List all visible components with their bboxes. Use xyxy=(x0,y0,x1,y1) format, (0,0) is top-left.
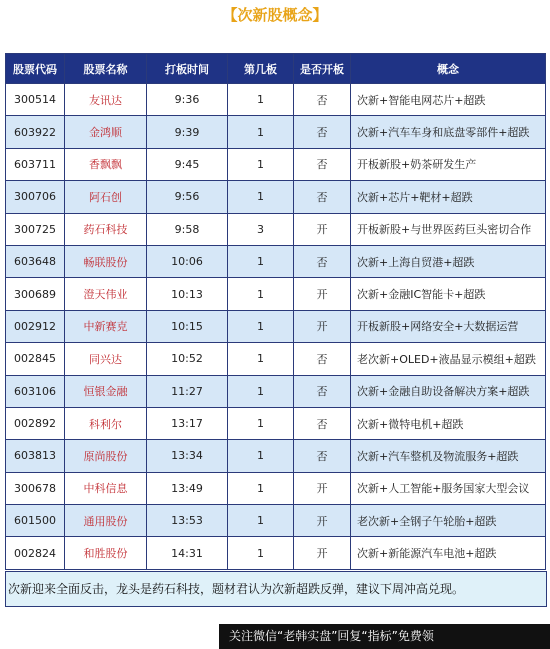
cell-board: 1 xyxy=(228,407,294,439)
header-open: 是否开板 xyxy=(294,54,351,84)
cell-concept: 开板新股+奶茶研发生产 xyxy=(351,148,546,180)
cell-time: 9:58 xyxy=(147,213,228,245)
cell-open: 开 xyxy=(294,472,351,504)
cell-board: 1 xyxy=(228,148,294,180)
header-time: 打板时间 xyxy=(147,54,228,84)
cell-code: 002845 xyxy=(6,343,65,375)
table-row xyxy=(6,505,546,537)
cell-open: 否 xyxy=(294,84,351,116)
table-row xyxy=(6,472,546,504)
table-row xyxy=(6,407,546,439)
cell-time: 9:45 xyxy=(147,148,228,180)
cell-concept: 开板新股+网络安全+大数据运营 xyxy=(351,310,546,342)
cell-name: 药石科技 xyxy=(65,213,147,245)
cell-board: 1 xyxy=(228,116,294,148)
table-row xyxy=(6,537,546,569)
cell-board: 1 xyxy=(228,181,294,213)
cell-open: 否 xyxy=(294,343,351,375)
cell-code: 300725 xyxy=(6,213,65,245)
cell-board: 3 xyxy=(228,213,294,245)
cell-code: 603813 xyxy=(6,440,65,472)
summary-note: 次新迎来全面反击，龙头是药石科技，题材君认为次新超跌反弹，建议下周冲高兑现。 xyxy=(5,571,547,607)
header-code: 股票代码 xyxy=(6,54,65,84)
cell-concept: 开板新股+与世界医药巨头密切合作 xyxy=(351,213,546,245)
cell-time: 13:49 xyxy=(147,472,228,504)
cell-open: 否 xyxy=(294,407,351,439)
cell-name: 中新赛克 xyxy=(65,310,147,342)
cell-code: 300678 xyxy=(6,472,65,504)
cell-open: 否 xyxy=(294,375,351,407)
cell-open: 开 xyxy=(294,213,351,245)
cell-board: 1 xyxy=(228,245,294,277)
cell-board: 1 xyxy=(228,472,294,504)
cell-concept: 次新+人工智能+服务国家大型会议 xyxy=(351,472,546,504)
cell-board: 1 xyxy=(228,505,294,537)
cell-open: 否 xyxy=(294,148,351,180)
cell-name: 中科信息 xyxy=(65,472,147,504)
table-row xyxy=(6,181,546,213)
table-row xyxy=(6,84,546,116)
cell-concept: 次新+汽车车身和底盘零部件+超跌 xyxy=(351,116,546,148)
cell-concept: 次新+新能源汽车电池+超跌 xyxy=(351,537,546,569)
cell-name: 畅联股份 xyxy=(65,245,147,277)
cell-name: 原尚股份 xyxy=(65,440,147,472)
cell-concept: 次新+金融自助设备解决方案+超跌 xyxy=(351,375,546,407)
cell-board: 1 xyxy=(228,440,294,472)
cell-name: 澄天伟业 xyxy=(65,278,147,310)
cell-board: 1 xyxy=(228,310,294,342)
header-concept: 概念 xyxy=(351,54,546,84)
table-row xyxy=(6,116,546,148)
cell-board: 1 xyxy=(228,84,294,116)
cell-code: 002824 xyxy=(6,537,65,569)
cell-concept: 次新+上海自贸港+超跌 xyxy=(351,245,546,277)
cell-open: 开 xyxy=(294,278,351,310)
cell-board: 1 xyxy=(228,537,294,569)
table-row xyxy=(6,440,546,472)
cell-name: 通用股份 xyxy=(65,505,147,537)
cell-code: 603922 xyxy=(6,116,65,148)
cell-board: 1 xyxy=(228,343,294,375)
table-row xyxy=(6,148,546,180)
cell-name: 恒银金融 xyxy=(65,375,147,407)
cell-code: 300514 xyxy=(6,84,65,116)
cell-concept: 次新+芯片+靶材+超跌 xyxy=(351,181,546,213)
cell-code: 603106 xyxy=(6,375,65,407)
cell-time: 14:31 xyxy=(147,537,228,569)
cell-board: 1 xyxy=(228,278,294,310)
cell-open: 开 xyxy=(294,310,351,342)
table-row xyxy=(6,245,546,277)
header-name: 股票名称 xyxy=(65,54,147,84)
stock-table xyxy=(5,53,546,570)
header-board: 第几板 xyxy=(228,54,294,84)
cell-name: 同兴达 xyxy=(65,343,147,375)
promo-footer-bar: 关注微信“老韩实盘”回复“指标”免费领 xyxy=(219,624,550,649)
cell-name: 科利尔 xyxy=(65,407,147,439)
cell-name: 阿石创 xyxy=(65,181,147,213)
cell-open: 开 xyxy=(294,537,351,569)
cell-code: 603648 xyxy=(6,245,65,277)
table-row xyxy=(6,310,546,342)
cell-concept: 次新+微特电机+超跌 xyxy=(351,407,546,439)
cell-open: 否 xyxy=(294,440,351,472)
cell-time: 13:17 xyxy=(147,407,228,439)
cell-open: 否 xyxy=(294,245,351,277)
cell-concept: 次新+智能电网芯片+超跌 xyxy=(351,84,546,116)
cell-time: 9:36 xyxy=(147,84,228,116)
cell-time: 10:15 xyxy=(147,310,228,342)
cell-time: 9:56 xyxy=(147,181,228,213)
cell-time: 13:34 xyxy=(147,440,228,472)
cell-time: 10:06 xyxy=(147,245,228,277)
cell-name: 香飘飘 xyxy=(65,148,147,180)
cell-time: 11:27 xyxy=(147,375,228,407)
cell-code: 300689 xyxy=(6,278,65,310)
page-title: 【次新股概念】 xyxy=(222,6,328,24)
cell-code: 603711 xyxy=(6,148,65,180)
table-row xyxy=(6,213,546,245)
cell-concept: 次新+汽车整机及物流服务+超跌 xyxy=(351,440,546,472)
cell-open: 否 xyxy=(294,181,351,213)
table-row xyxy=(6,375,546,407)
cell-code: 601500 xyxy=(6,505,65,537)
cell-time: 10:52 xyxy=(147,343,228,375)
cell-time: 10:13 xyxy=(147,278,228,310)
table-row xyxy=(6,343,546,375)
cell-open: 开 xyxy=(294,505,351,537)
cell-code: 002912 xyxy=(6,310,65,342)
cell-name: 友讯达 xyxy=(65,84,147,116)
cell-time: 13:53 xyxy=(147,505,228,537)
cell-concept: 老次新+OLED+液晶显示模组+超跌 xyxy=(351,343,546,375)
cell-code: 300706 xyxy=(6,181,65,213)
cell-open: 否 xyxy=(294,116,351,148)
cell-board: 1 xyxy=(228,375,294,407)
cell-concept: 老次新+全钢子午轮胎+超跌 xyxy=(351,505,546,537)
cell-concept: 次新+金融IC智能卡+超跌 xyxy=(351,278,546,310)
cell-code: 002892 xyxy=(6,407,65,439)
cell-name: 和胜股份 xyxy=(65,537,147,569)
table-row xyxy=(6,278,546,310)
table-header-row xyxy=(6,54,546,84)
cell-name: 金鸿顺 xyxy=(65,116,147,148)
cell-time: 9:39 xyxy=(147,116,228,148)
